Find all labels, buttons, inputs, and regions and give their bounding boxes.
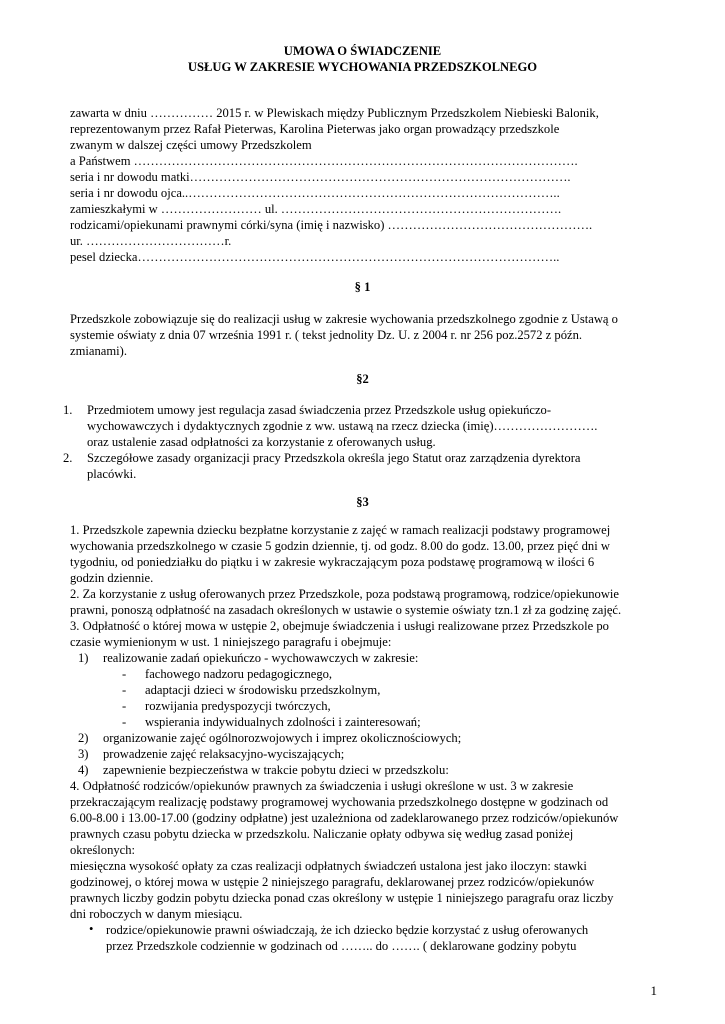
s3-bullet-line: rodzice/opiekunowie prawni oświadczają, że ich dziecko będzie korzystać z usług oferowanych: [106, 923, 589, 937]
dash-marker: -: [122, 699, 127, 713]
s3-p4-line: prawnych czasu pobytu dziecka w przedszkolu. Naliczanie opłaty odbywa się według zasad poniżej: [70, 827, 574, 841]
s1-line: zmianami).: [70, 344, 127, 358]
s3-p2-line: prawni, ponoszą odpłatność na zasadach określonych w ustawie o systemie oświaty tzn.1 zł za godzinę zajęć.: [70, 603, 622, 617]
s1-line: Przedszkole zobowiązuje się do realizacji usług w zakresie wychowania przedszkolnego zgodnie z Ustawą o: [70, 312, 618, 326]
s3-p1-line: godzin dziennie.: [70, 571, 154, 585]
s3-p4-line: godzinowej, o której mowa w ustępie 2 niniejszego paragrafu, deklarowanej przez rodziców/opiekunów: [70, 875, 595, 889]
s3-p4-line: 4. Odpłatność rodziców/opiekunów prawnych za świadczenia i usługi określone w ust. 3 w zakresie: [70, 779, 574, 793]
s3-p4-line: określonych:: [70, 843, 136, 857]
s2-item-line: placówki.: [87, 467, 137, 481]
s3-list-number: 2): [78, 731, 89, 745]
header-line: rodzicami/opiekunami prawnymi córki/syna (imię i nazwisko) ………………………………………….: [70, 218, 593, 232]
s3-list-text: organizowanie zajęć ogólnorozwojowych i imprez okolicznościowych;: [103, 731, 462, 745]
header-line: seria i nr dowodu matki……………………………………………………………………………….: [70, 170, 571, 184]
document-title-line-1: UMOWA O ŚWIADCZENIE: [283, 44, 442, 58]
s1-line: systemie oświaty z dnia 07 września 1991 r. ( tekst jednolity Dz. U. z 2004 r. nr 256 poz.2572 z późn.: [70, 328, 583, 342]
s2-item-line: oraz ustalenie zasad odpłatności za korzystanie z oferowanych usług.: [87, 435, 436, 449]
s2-item-number: 1.: [63, 403, 73, 417]
s3-dash-item: fachowego nadzoru pedagogicznego,: [145, 667, 333, 681]
dash-marker: -: [122, 683, 127, 697]
s3-dash-item: rozwijania predyspozycji twórczych,: [145, 699, 331, 713]
header-line: zwanym w dalszej części umowy Przedszkolem: [70, 138, 312, 152]
s2-item-line: wychowawczych i dydaktycznych zgodnie z ww. ustawą na rzecz dziecka (imię)…………………….: [87, 419, 598, 433]
s3-dash-item: wspierania indywidualnych zdolności i zainteresowań;: [145, 715, 421, 729]
s2-item-line: Szczegółowe zasady organizacji pracy Przedszkola określa jego Statut oraz zarządzenia dyrektora: [87, 451, 581, 465]
s3-list-number: 3): [78, 747, 89, 761]
s3-p1-line: wychowania przedszkolnego w czasie 5 godzin dziennie, tj. od godz. 8.00 do godz. 13.00, przez pięć dni w: [70, 539, 610, 553]
s2-item-number: 2.: [63, 451, 73, 465]
s3-list-number: 4): [78, 763, 89, 777]
s3-p3-line: czasie wymienionym w ust. 1 niniejszego paragrafu i obejmuje:: [70, 635, 392, 649]
s3-p1-line: tygodniu, od poniedziałku do piątku i w zakresie wykraczającym poza podstawę programową w ilości 6: [70, 555, 595, 569]
dash-marker: -: [122, 667, 127, 681]
header-line: seria i nr dowodu ojca..……………………………………………………………………………..: [70, 186, 560, 200]
s3-p2-line: 2. Za korzystanie z usług oferowanych przez Przedszkole, poza podstawą programową, rodzice/opiekunowie: [70, 587, 620, 601]
s3-list-text: realizowanie zadań opiekuńczo - wychowawczych w zakresie:: [103, 651, 419, 665]
header-line: ur. ……………………………r.: [70, 234, 232, 248]
s3-list-text: zapewnienie bezpieczeństwa w trakcie pobytu dzieci w przedszkolu:: [103, 763, 449, 777]
header-line: pesel dziecka………………………………………………………………………………………..: [70, 250, 560, 264]
s3-bullet-line: przez Przedszkole codziennie w godzinach od …….. do ……. ( deklarowane godziny pobytu: [106, 939, 577, 953]
s3-p4-line: 6.00-8.00 i 13.00-17.00 (godziny odpłatne) jest uzależniona od zadeklarowanego przez rodziców/opiekunów: [70, 811, 619, 825]
header-line: a Państwem …………………………………………………………………………………………….: [70, 154, 578, 168]
document-title-line-2: USŁUG W ZAKRESIE WYCHOWANIA PRZEDSZKOLNEGO: [187, 60, 538, 74]
s3-p4-line: przekraczającym realizację podstawy programowej wychowania przedszkolnego dostępne w godzinach od: [70, 795, 609, 809]
bullet-icon: •: [89, 922, 94, 936]
s3-p3-line: 3. Odpłatność o której mowa w ustępie 2, obejmuje świadczenia i usługi realizowane przez Przedszkole po: [70, 619, 609, 633]
s3-dash-item: adaptacji dzieci w środowisku przedszkolnym,: [145, 683, 381, 697]
page-number: 1: [650, 983, 657, 998]
s3-p1-line: 1. Przedszkole zapewnia dziecku bezpłatne korzystanie z zajęć w ramach realizacji podstawy programowej: [70, 523, 611, 537]
s3-list-text: prowadzenie zajęć relaksacyjno-wyciszających;: [103, 747, 345, 761]
s3-p4-line: prawnych liczby godzin pobytu dziecka ponad czas określony w ustępie 1 niniejszego paragrafu oraz liczby: [70, 891, 614, 905]
header-line: zawarta w dniu …………… 2015 r. w Plewiskach między Publicznym Przedszkolem Niebieski Balonik,: [70, 106, 599, 120]
s2-item-line: Przedmiotem umowy jest regulacja zasad świadczenia przez Przedszkole usług opiekuńczo-: [87, 403, 552, 417]
section-heading-2: §2: [356, 372, 369, 386]
section-heading-1: § 1: [354, 280, 371, 294]
section-heading-3: §3: [356, 495, 369, 509]
header-line: reprezentowanym przez Rafał Pieterwas, Karolina Pieterwas jako organ prowadzący przedszkole: [70, 122, 560, 136]
s3-p4-line: dni roboczych w danym miesiącu.: [70, 907, 243, 921]
header-line: zamieszkałymi w …………………… ul. ………………………………………………………….: [70, 202, 562, 216]
dash-marker: -: [122, 715, 127, 729]
s3-list-number: 1): [78, 651, 89, 665]
s3-p4-line: miesięczna wysokość opłaty za czas realizacji odpłatnych świadczeń ustalona jest jako iloczyn: stawki: [70, 859, 587, 873]
